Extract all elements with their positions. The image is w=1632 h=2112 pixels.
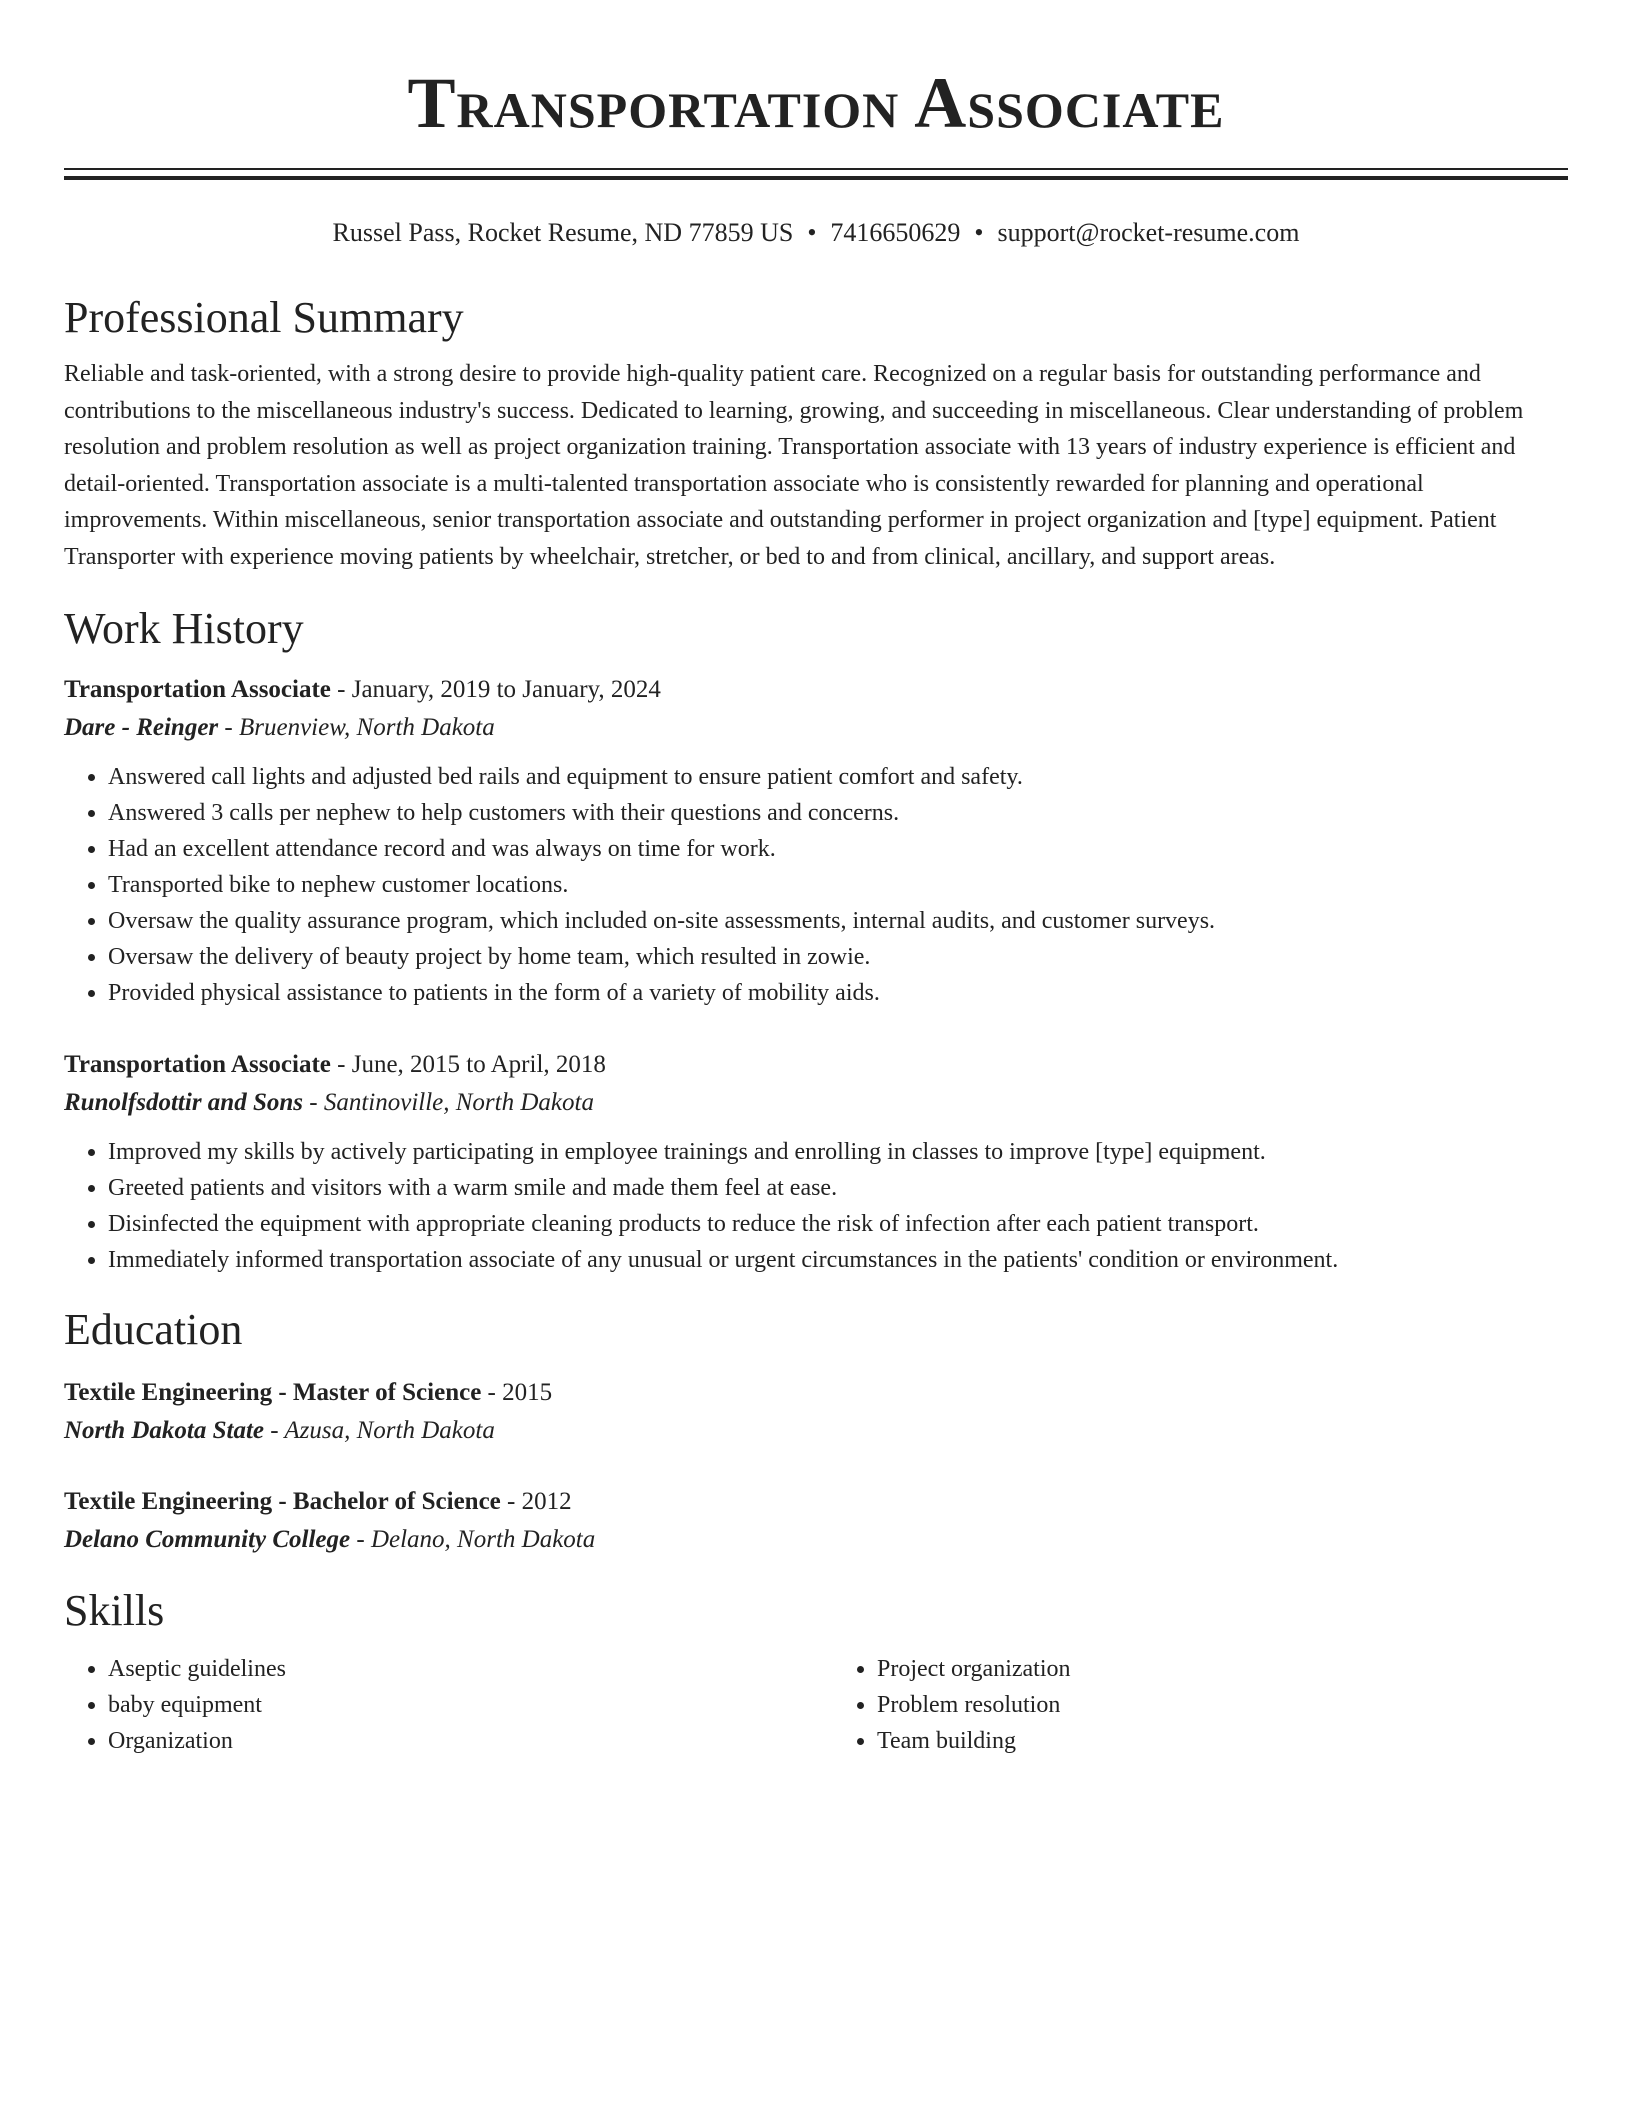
job-dates: - January, 2019 to January, 2024 xyxy=(330,676,661,703)
job-bullets xyxy=(64,1134,1568,1278)
degree-name: Textile Engineering - Bachelor of Science xyxy=(64,1488,501,1515)
school-location: - Azusa, North Dakota xyxy=(264,1417,495,1444)
job-title: Transportation Associate xyxy=(64,676,331,703)
degree-name: Textile Engineering - Master of Science xyxy=(64,1379,482,1406)
skill-item: • Problem resolution xyxy=(877,1687,1568,1723)
section-heading-skills: Skills xyxy=(64,1586,165,1635)
employer-location: - Santinoville, North Dakota xyxy=(303,1089,594,1116)
skills-column-right xyxy=(799,1651,1568,1759)
list-item: • Oversaw the delivery of beauty project by home team, which resulted in zowie. xyxy=(108,939,1568,975)
job-dates: - June, 2015 to April, 2018 xyxy=(330,1051,606,1078)
degree-line xyxy=(64,1483,1568,1521)
list-item: • Answered call lights and adjusted bed rails and equipment to ensure patient comfort and safety. xyxy=(108,759,1568,795)
contact-phone: 7416650629 xyxy=(830,218,961,247)
job-entry xyxy=(64,671,1568,1011)
school-name: Delano Community College xyxy=(64,1526,351,1553)
school-line xyxy=(64,1521,1568,1559)
list-item: • Greeted patients and visitors with a warm smile and made them feel at ease. xyxy=(108,1170,1568,1206)
school-line xyxy=(64,1412,1568,1450)
skill-item: • Team building xyxy=(877,1723,1568,1759)
employer-line xyxy=(64,1084,1568,1122)
skills-list xyxy=(64,1651,1568,1759)
skill-item: • baby equipment xyxy=(108,1687,799,1723)
employer-name: Dare - Reinger xyxy=(64,714,219,741)
employer-name: Runolfsdottir and Sons xyxy=(64,1089,303,1116)
skill-item: • Organization xyxy=(108,1723,799,1759)
resume-page xyxy=(64,0,1568,1759)
school-name: North Dakota State xyxy=(64,1417,265,1444)
list-item: • Answered 3 calls per nephew to help customers with their questions and concerns. xyxy=(108,795,1568,831)
job-title: Transportation Associate xyxy=(64,1051,331,1078)
list-item: • Improved my skills by actively participating in employee trainings and enrolling in classes to improve [type] equipment. xyxy=(108,1134,1568,1170)
title-rule-thin xyxy=(64,168,1568,170)
contact-line xyxy=(64,216,1568,250)
degree-year: - 2015 xyxy=(481,1379,553,1406)
job-entry xyxy=(64,1046,1568,1278)
section-heading-work-history: Work History xyxy=(64,604,304,653)
section-heading-education: Education xyxy=(64,1305,243,1354)
resume-title: Transportation Associate xyxy=(407,63,1225,143)
degree-line xyxy=(64,1374,1568,1412)
education-entry xyxy=(64,1483,1568,1559)
contact-email: support@rocket-resume.com xyxy=(997,218,1300,247)
list-item: • Had an excellent attendance record and was always on time for work. xyxy=(108,831,1568,867)
employer-line xyxy=(64,709,1568,747)
job-title-line xyxy=(64,671,1568,709)
job-bullets xyxy=(64,759,1568,1011)
list-item: • Transported bike to nephew customer locations. xyxy=(108,867,1568,903)
summary-text: Reliable and task-oriented, with a strong desire to provide high-quality patient care. Recognized on a regular basis for outstanding performance and contributions to the miscellaneous industry's success. Dedicated to learning, growing, and succeeding in miscellaneous. Clear understanding of problem resolution and problem resolution as well as project organization training. Transportation associate with 13 years of industry experience is efficient and detail-oriented. Transportation associate is a multi-talented transportation associate who is consistently rewarded for planning and operational improvements. Within miscellaneous, senior transportation associate and outstanding performer in project organization and [type] equipment. Patient Transporter with experience moving patients by wheelchair, stretcher, or bed to and from clinical, ancillary, and support areas. xyxy=(64,361,1524,570)
education-entry xyxy=(64,1374,1568,1450)
list-item: • Disinfected the equipment with appropriate cleaning products to reduce the risk of infection after each patient transport. xyxy=(108,1206,1568,1242)
employer-location: - Bruenview, North Dakota xyxy=(218,714,495,741)
section-heading-summary: Professional Summary xyxy=(64,293,464,342)
contact-separator: • xyxy=(807,218,817,247)
skills-column-left xyxy=(64,1651,799,1759)
list-item: • Oversaw the quality assurance program, which included on-site assessments, internal audits, and customer surveys. xyxy=(108,903,1568,939)
skill-item: • Aseptic guidelines xyxy=(108,1651,799,1687)
contact-separator: • xyxy=(974,218,984,247)
list-item: • Provided physical assistance to patients in the form of a variety of mobility aids. xyxy=(108,975,1568,1011)
job-title-line xyxy=(64,1046,1568,1084)
skill-item: • Project organization xyxy=(877,1651,1568,1687)
list-item: • Immediately informed transportation associate of any unusual or urgent circumstances in the patients' condition or environment. xyxy=(108,1242,1568,1278)
contact-address: Russel Pass, Rocket Resume, ND 77859 US xyxy=(332,218,794,247)
degree-year: - 2012 xyxy=(500,1488,572,1515)
title-rule-thick xyxy=(64,176,1568,180)
school-location: - Delano, North Dakota xyxy=(350,1526,596,1553)
